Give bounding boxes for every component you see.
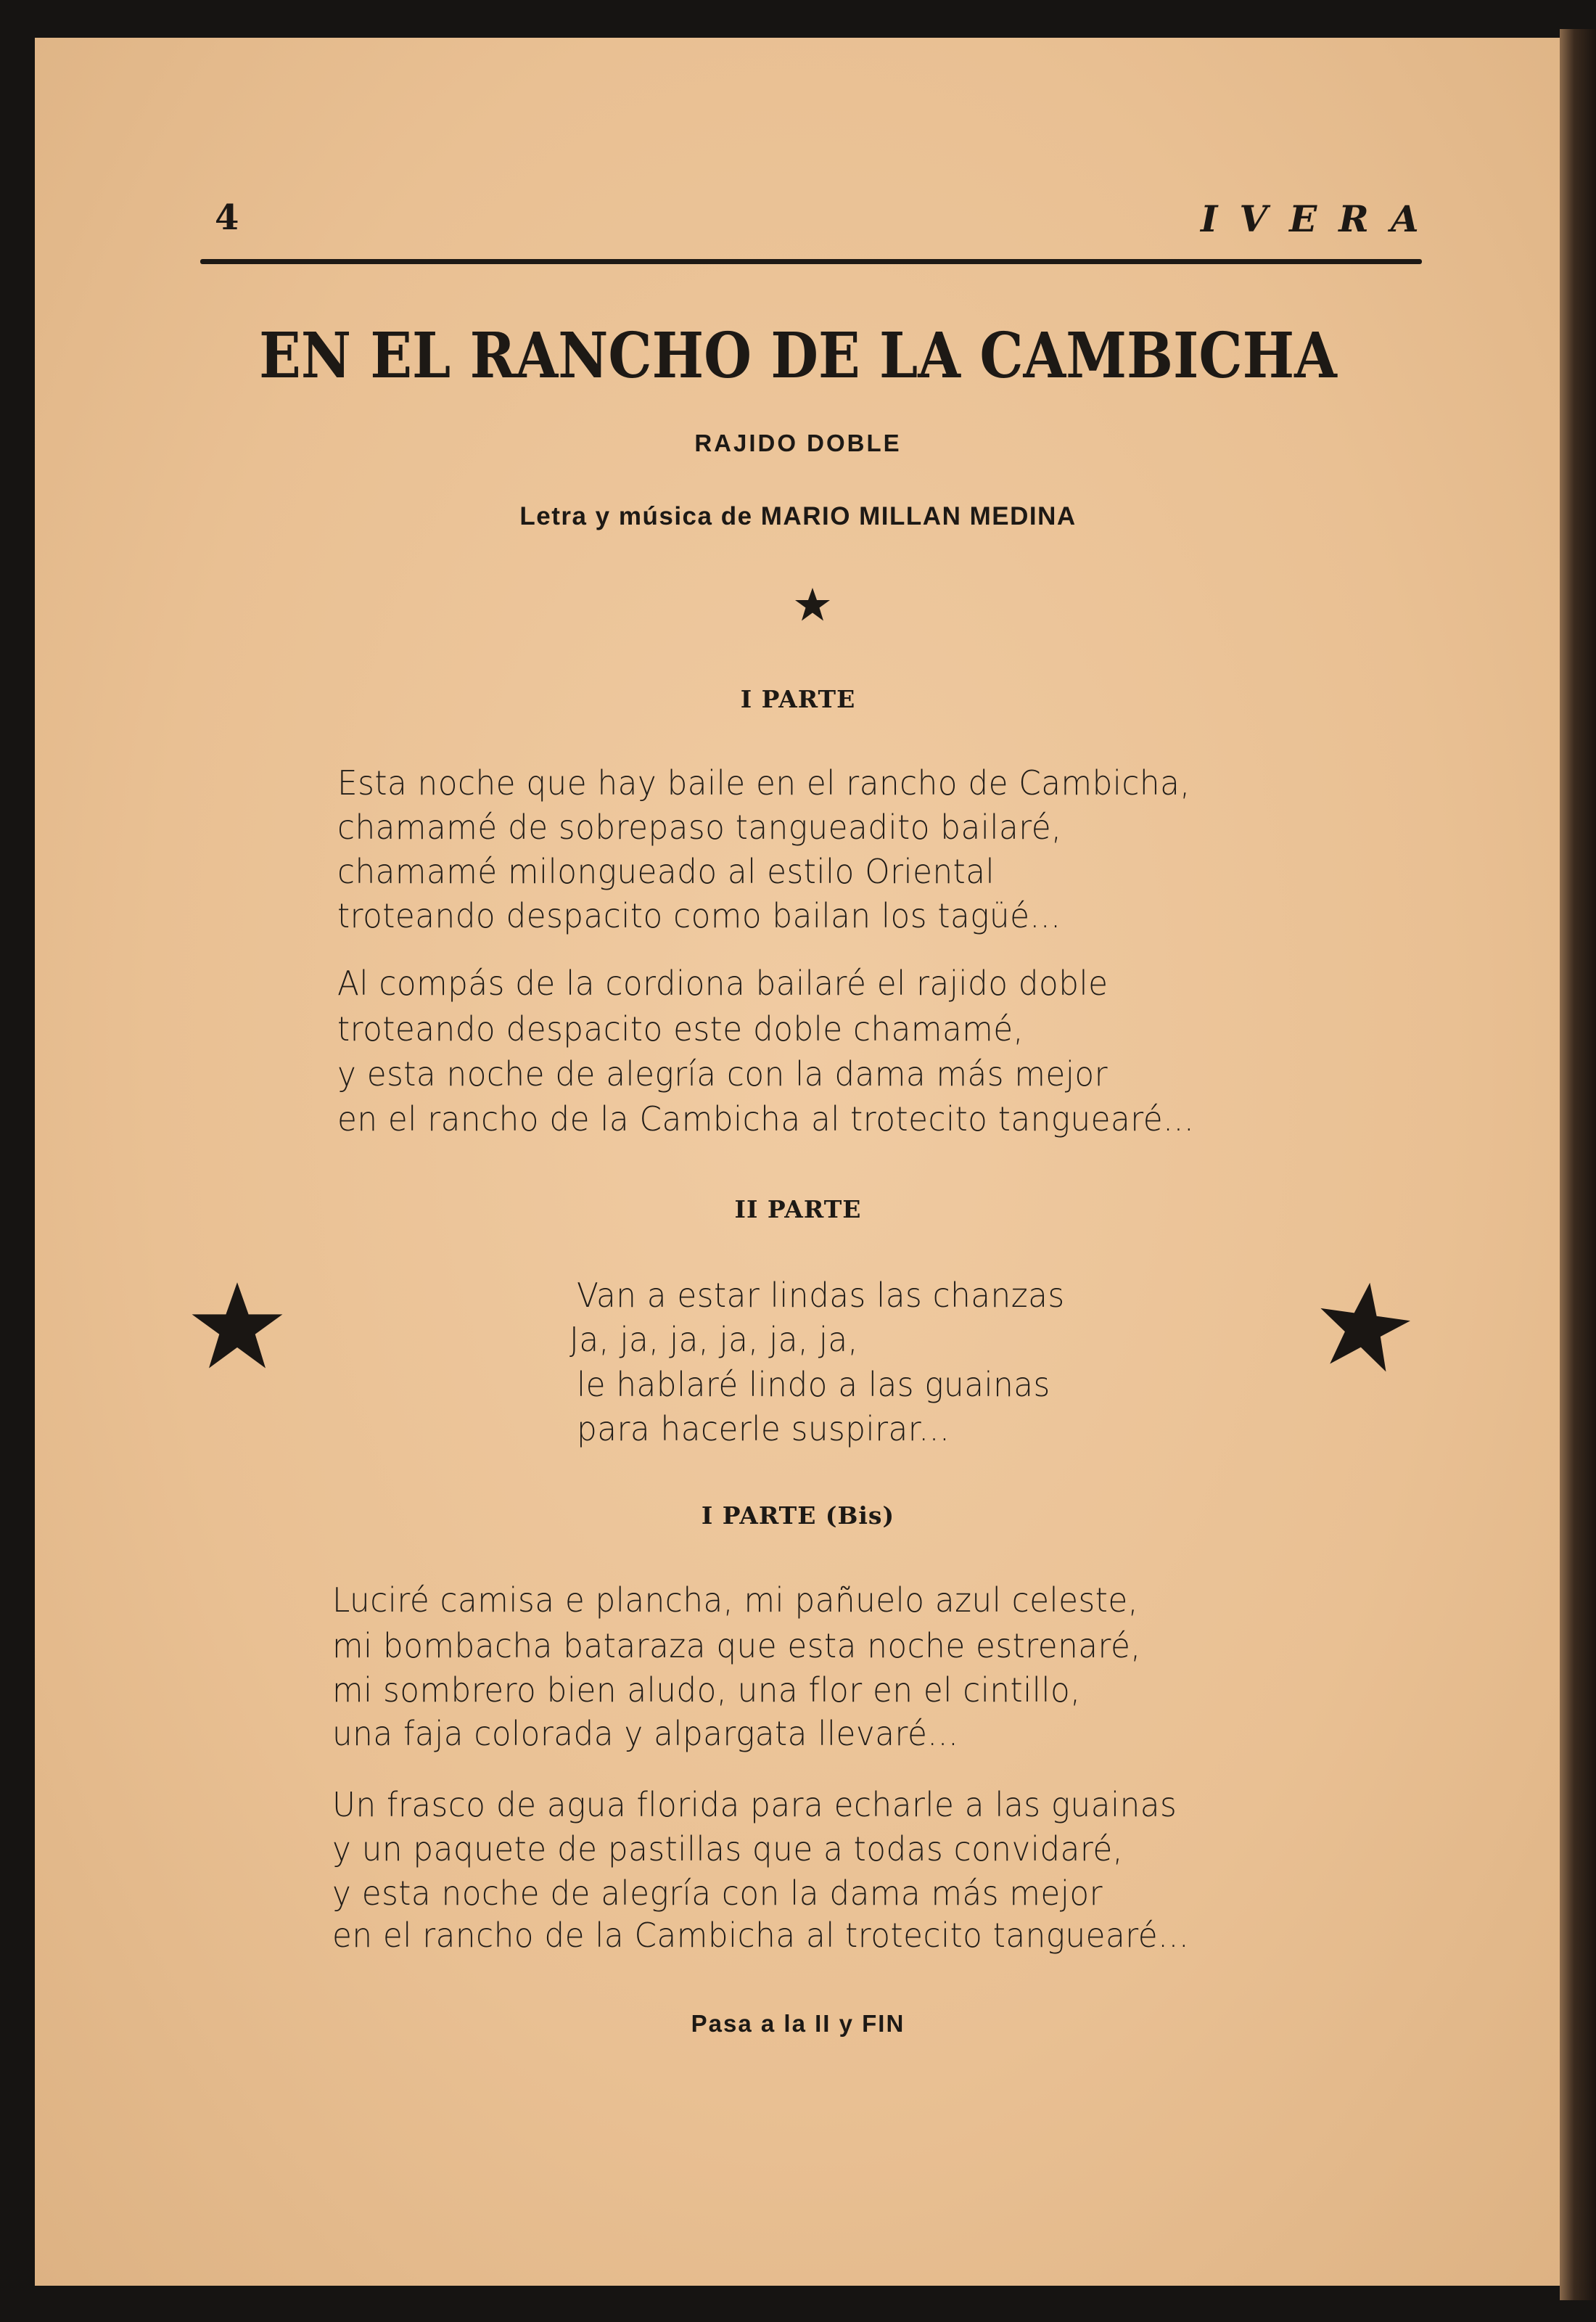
book-gutter [1560, 29, 1596, 2300]
lyric-line: Luciré camisa e plancha, mi pañuelo azul celeste, [332, 1580, 1139, 1620]
lyric-line: Van a estar lindas las chanzas [577, 1276, 1065, 1315]
song-title: EN EL RANCHO DE LA CAMBICHA [259, 319, 1337, 393]
section-heading: II PARTE [734, 1195, 862, 1223]
lyric-line: Al compás de la cordiona bailaré el rajido doble [337, 964, 1108, 1003]
lyric-line: mi bombacha bataraza que esta noche estrenaré, [332, 1626, 1141, 1665]
lyric-line: troteando despacito como bailan los tagüé... [337, 896, 1061, 935]
song-credit: Letra y música de MARIO MILLAN MEDINA [519, 502, 1077, 530]
lyric-line: chamamé milongueado al estilo Oriental [337, 852, 995, 891]
lyric-line: para hacerle suspirar... [577, 1409, 950, 1448]
star-ornament-icon [794, 586, 831, 623]
header-rule [200, 259, 1422, 264]
lyric-line: y esta noche de alegría con la dama más mejor [332, 1874, 1103, 1913]
lyric-line: en el rancho de la Cambicha al trotecito tanguearé... [332, 1916, 1190, 1955]
lyric-line: una faja colorada y alpargata llevaré... [332, 1714, 959, 1753]
lyric-line: chamamé de sobrepaso tangueadito bailaré, [337, 808, 1062, 847]
lyric-line: Esta noche que hay baile en el rancho de Cambicha, [337, 763, 1190, 803]
lyric-line: en el rancho de la Cambicha al trotecito tanguearé... [337, 1099, 1195, 1139]
lyric-line: le hablaré lindo a las guainas [577, 1365, 1050, 1404]
star-ornament-icon [190, 1279, 284, 1373]
star-ornament-icon [1317, 1279, 1411, 1373]
footer-note: Pasa a la II y FIN [691, 2010, 905, 2037]
lyric-line: troteando despacito este doble chamamé, [337, 1009, 1024, 1049]
song-genre: RAJIDO DOBLE [694, 430, 902, 456]
running-header: IVERA [1201, 197, 1441, 240]
lyric-line: y un paquete de pastillas que a todas convidaré, [332, 1829, 1124, 1868]
lyric-line: mi sombrero bien aludo, una flor en el cintillo, [332, 1670, 1081, 1710]
lyric-line: y esta noche de alegría con la dama más mejor [337, 1054, 1108, 1094]
lyric-line: Un frasco de agua florida para echarle a las guainas [332, 1785, 1177, 1824]
lyric-line: Ja, ja, ja, ja, ja, ja, [569, 1320, 859, 1359]
page-number: 4 [215, 197, 239, 238]
section-heading: I PARTE [740, 685, 856, 713]
section-heading: I PARTE (Bis) [701, 1501, 895, 1530]
